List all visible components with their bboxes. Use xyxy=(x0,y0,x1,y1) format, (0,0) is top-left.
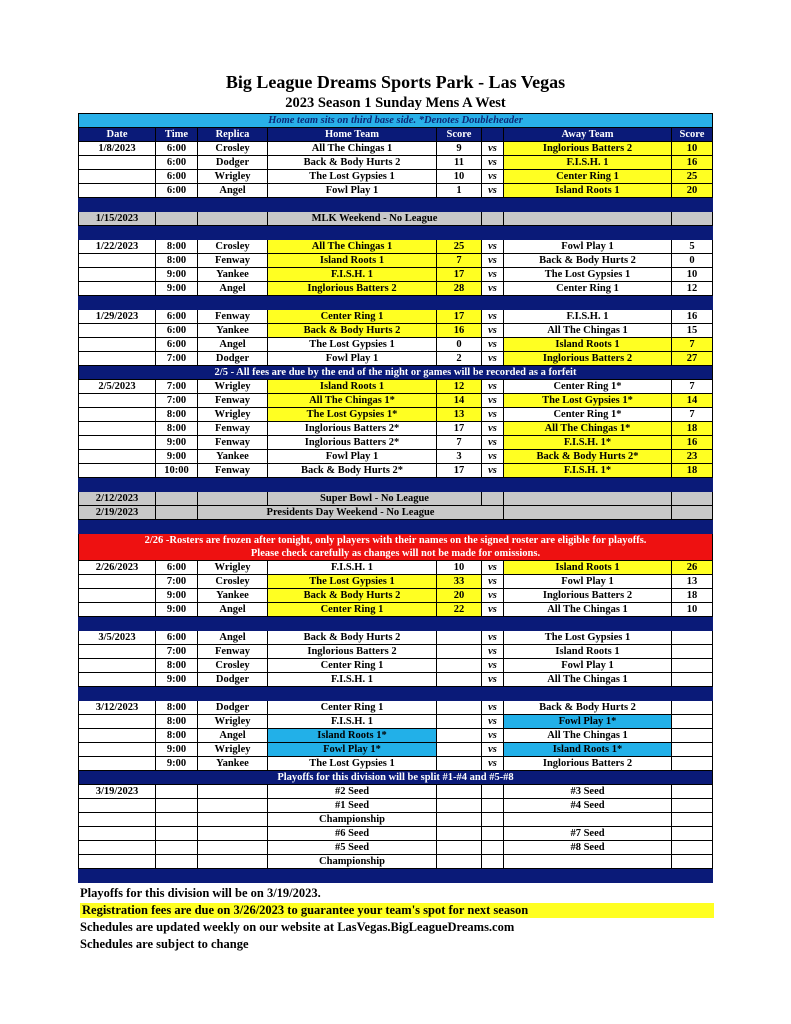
footer-website: Schedules are updated weekly on our website at LasVegas.BigLeagueDreams.com xyxy=(80,920,515,934)
game-row: 3/12/2023 8:00 Dodger Center Ring 1 vs Back & Body Hurts 2 xyxy=(79,701,713,715)
game-row: 9:00 Wrigley Fowl Play 1* vs Island Roots 1* xyxy=(79,743,713,757)
game-row: 1/22/2023 8:00 Crosley All The Chingas 1 25 vs Fowl Play 1 5 xyxy=(79,240,713,254)
game-row: 9:00 Yankee The Lost Gypsies 1 vs Inglorious Batters 2 xyxy=(79,757,713,771)
header-score: Score xyxy=(437,128,482,142)
header-time: Time xyxy=(156,128,198,142)
game-row: 9:00 Angel Center Ring 1 22 vs All The Chingas 1 10 xyxy=(79,603,713,617)
game-row: 9:00 Yankee Back & Body Hurts 2 20 vs Inglorious Batters 2 18 xyxy=(79,589,713,603)
game-row: 6:00 Angel The Lost Gypsies 1 0 vs Island Roots 1 7 xyxy=(79,338,713,352)
game-row: 6:00 Yankee Back & Body Hurts 2 16 vs All The Chingas 1 15 xyxy=(79,324,713,338)
separator-row xyxy=(79,296,713,310)
game-row: 7:00 Dodger Fowl Play 1 2 vs Inglorious Batters 2 27 xyxy=(79,352,713,366)
playoff-row: #1 Seed #4 Seed xyxy=(79,799,713,813)
playoff-row: 3/19/2023 #2 Seed #3 Seed xyxy=(79,785,713,799)
header-replica: Replica xyxy=(198,128,268,142)
separator-row xyxy=(79,617,713,631)
game-row: 7:00 Fenway Inglorious Batters 2 vs Island Roots 1 xyxy=(79,645,713,659)
note-row: Home team sits on third base side. *Denotes Doubleheader xyxy=(79,114,713,128)
playoff-row: #6 Seed #7 Seed xyxy=(79,827,713,841)
schedule-table xyxy=(78,113,713,883)
game-row: 2/5/2023 7:00 Wrigley Island Roots 1 12 vs Center Ring 1* 7 xyxy=(79,380,713,394)
roster-banner: 2/26 -Rosters are frozen after tonight, only players with their names on the signed roster are eligible for playoffs. Please check carefully as changes will not be made for omissions. xyxy=(79,534,713,561)
footer-playoffs: Playoffs for this division will be on 3/19/2023. xyxy=(80,886,321,900)
playoff-row: Championship xyxy=(79,813,713,827)
game-row: 8:00 Fenway Inglorious Batters 2* 17 vs All The Chingas 1* 18 xyxy=(79,422,713,436)
game-row: 3/5/2023 6:00 Angel Back & Body Hurts 2 vs The Lost Gypsies 1 xyxy=(79,631,713,645)
game-row: 6:00 Dodger Back & Body Hurts 2 11 vs F.I.S.H. 1 16 xyxy=(79,156,713,170)
game-row: 1/29/2023 6:00 Fenway Center Ring 1 17 vs F.I.S.H. 1 16 xyxy=(79,310,713,324)
game-row: 8:00 Wrigley F.I.S.H. 1 vs Fowl Play 1* xyxy=(79,715,713,729)
header-row xyxy=(79,128,713,142)
no-league-row: 2/12/2023 Super Bowl - No League xyxy=(79,492,713,506)
game-row: 8:00 Wrigley The Lost Gypsies 1* 13 vs Center Ring 1* 7 xyxy=(79,408,713,422)
footer-subject: Schedules are subject to change xyxy=(80,937,249,951)
game-row: 8:00 Angel Island Roots 1* vs All The Chingas 1 xyxy=(79,729,713,743)
game-row: 7:00 Fenway All The Chingas 1* 14 vs The Lost Gypsies 1* 14 xyxy=(79,394,713,408)
game-row: 1/8/2023 6:00 Crosley All The Chingas 1 9 vs Inglorious Batters 2 10 xyxy=(79,142,713,156)
header-date: Date xyxy=(79,128,156,142)
game-row: 6:00 Angel Fowl Play 1 1 vs Island Roots 1 20 xyxy=(79,184,713,198)
separator-row xyxy=(79,687,713,701)
playoff-split-banner: Playoffs for this division will be split #1-#4 and #5-#8 xyxy=(79,771,713,785)
page-title: Big League Dreams Sports Park - Las Vegas xyxy=(225,72,566,92)
header-home: Home Team xyxy=(268,128,437,142)
game-row: 8:00 Crosley Center Ring 1 vs Fowl Play 1 xyxy=(79,659,713,673)
header-score2: Score xyxy=(672,128,713,142)
game-row: 10:00 Fenway Back & Body Hurts 2* 17 vs F.I.S.H. 1* 18 xyxy=(79,464,713,478)
separator-row xyxy=(79,520,713,534)
separator-row xyxy=(79,478,713,492)
game-row: 9:00 Yankee F.I.S.H. 1 17 vs The Lost Gypsies 1 10 xyxy=(79,268,713,282)
playoff-row: #5 Seed #8 Seed xyxy=(79,841,713,855)
page-subtitle: 2023 Season 1 Sunday Mens A West xyxy=(285,95,506,111)
game-row: 6:00 Wrigley The Lost Gypsies 1 10 vs Center Ring 1 25 xyxy=(79,170,713,184)
game-row: 2/26/2023 6:00 Wrigley F.I.S.H. 1 10 vs Island Roots 1 26 xyxy=(79,561,713,575)
separator-row xyxy=(79,869,713,883)
game-row: 8:00 Fenway Island Roots 1 7 vs Back & Body Hurts 2 0 xyxy=(79,254,713,268)
game-row: 9:00 Dodger F.I.S.H. 1 vs All The Chingas 1 xyxy=(79,673,713,687)
header-away: Away Team xyxy=(504,128,672,142)
fees-banner: 2/5 - All fees are due by the end of the night or games will be recorded as a forfeit xyxy=(79,366,713,380)
separator-row xyxy=(79,226,713,240)
separator-row xyxy=(79,198,713,212)
game-row: 9:00 Fenway Inglorious Batters 2* 7 vs F.I.S.H. 1* 16 xyxy=(79,436,713,450)
no-league-row: 1/15/2023 MLK Weekend - No League xyxy=(79,212,713,226)
game-row: 9:00 Yankee Fowl Play 1 3 vs Back & Body Hurts 2* 23 xyxy=(79,450,713,464)
playoff-row: Championship xyxy=(79,855,713,869)
footer-registration: Registration fees are due on 3/26/2023 to guarantee your team's spot for next season xyxy=(80,903,714,918)
no-league-row: 2/19/2023 Presidents Day Weekend - No League xyxy=(79,506,713,520)
game-row: 9:00 Angel Inglorious Batters 2 28 vs Center Ring 1 12 xyxy=(79,282,713,296)
game-row: 7:00 Crosley The Lost Gypsies 1 33 vs Fowl Play 1 13 xyxy=(79,575,713,589)
